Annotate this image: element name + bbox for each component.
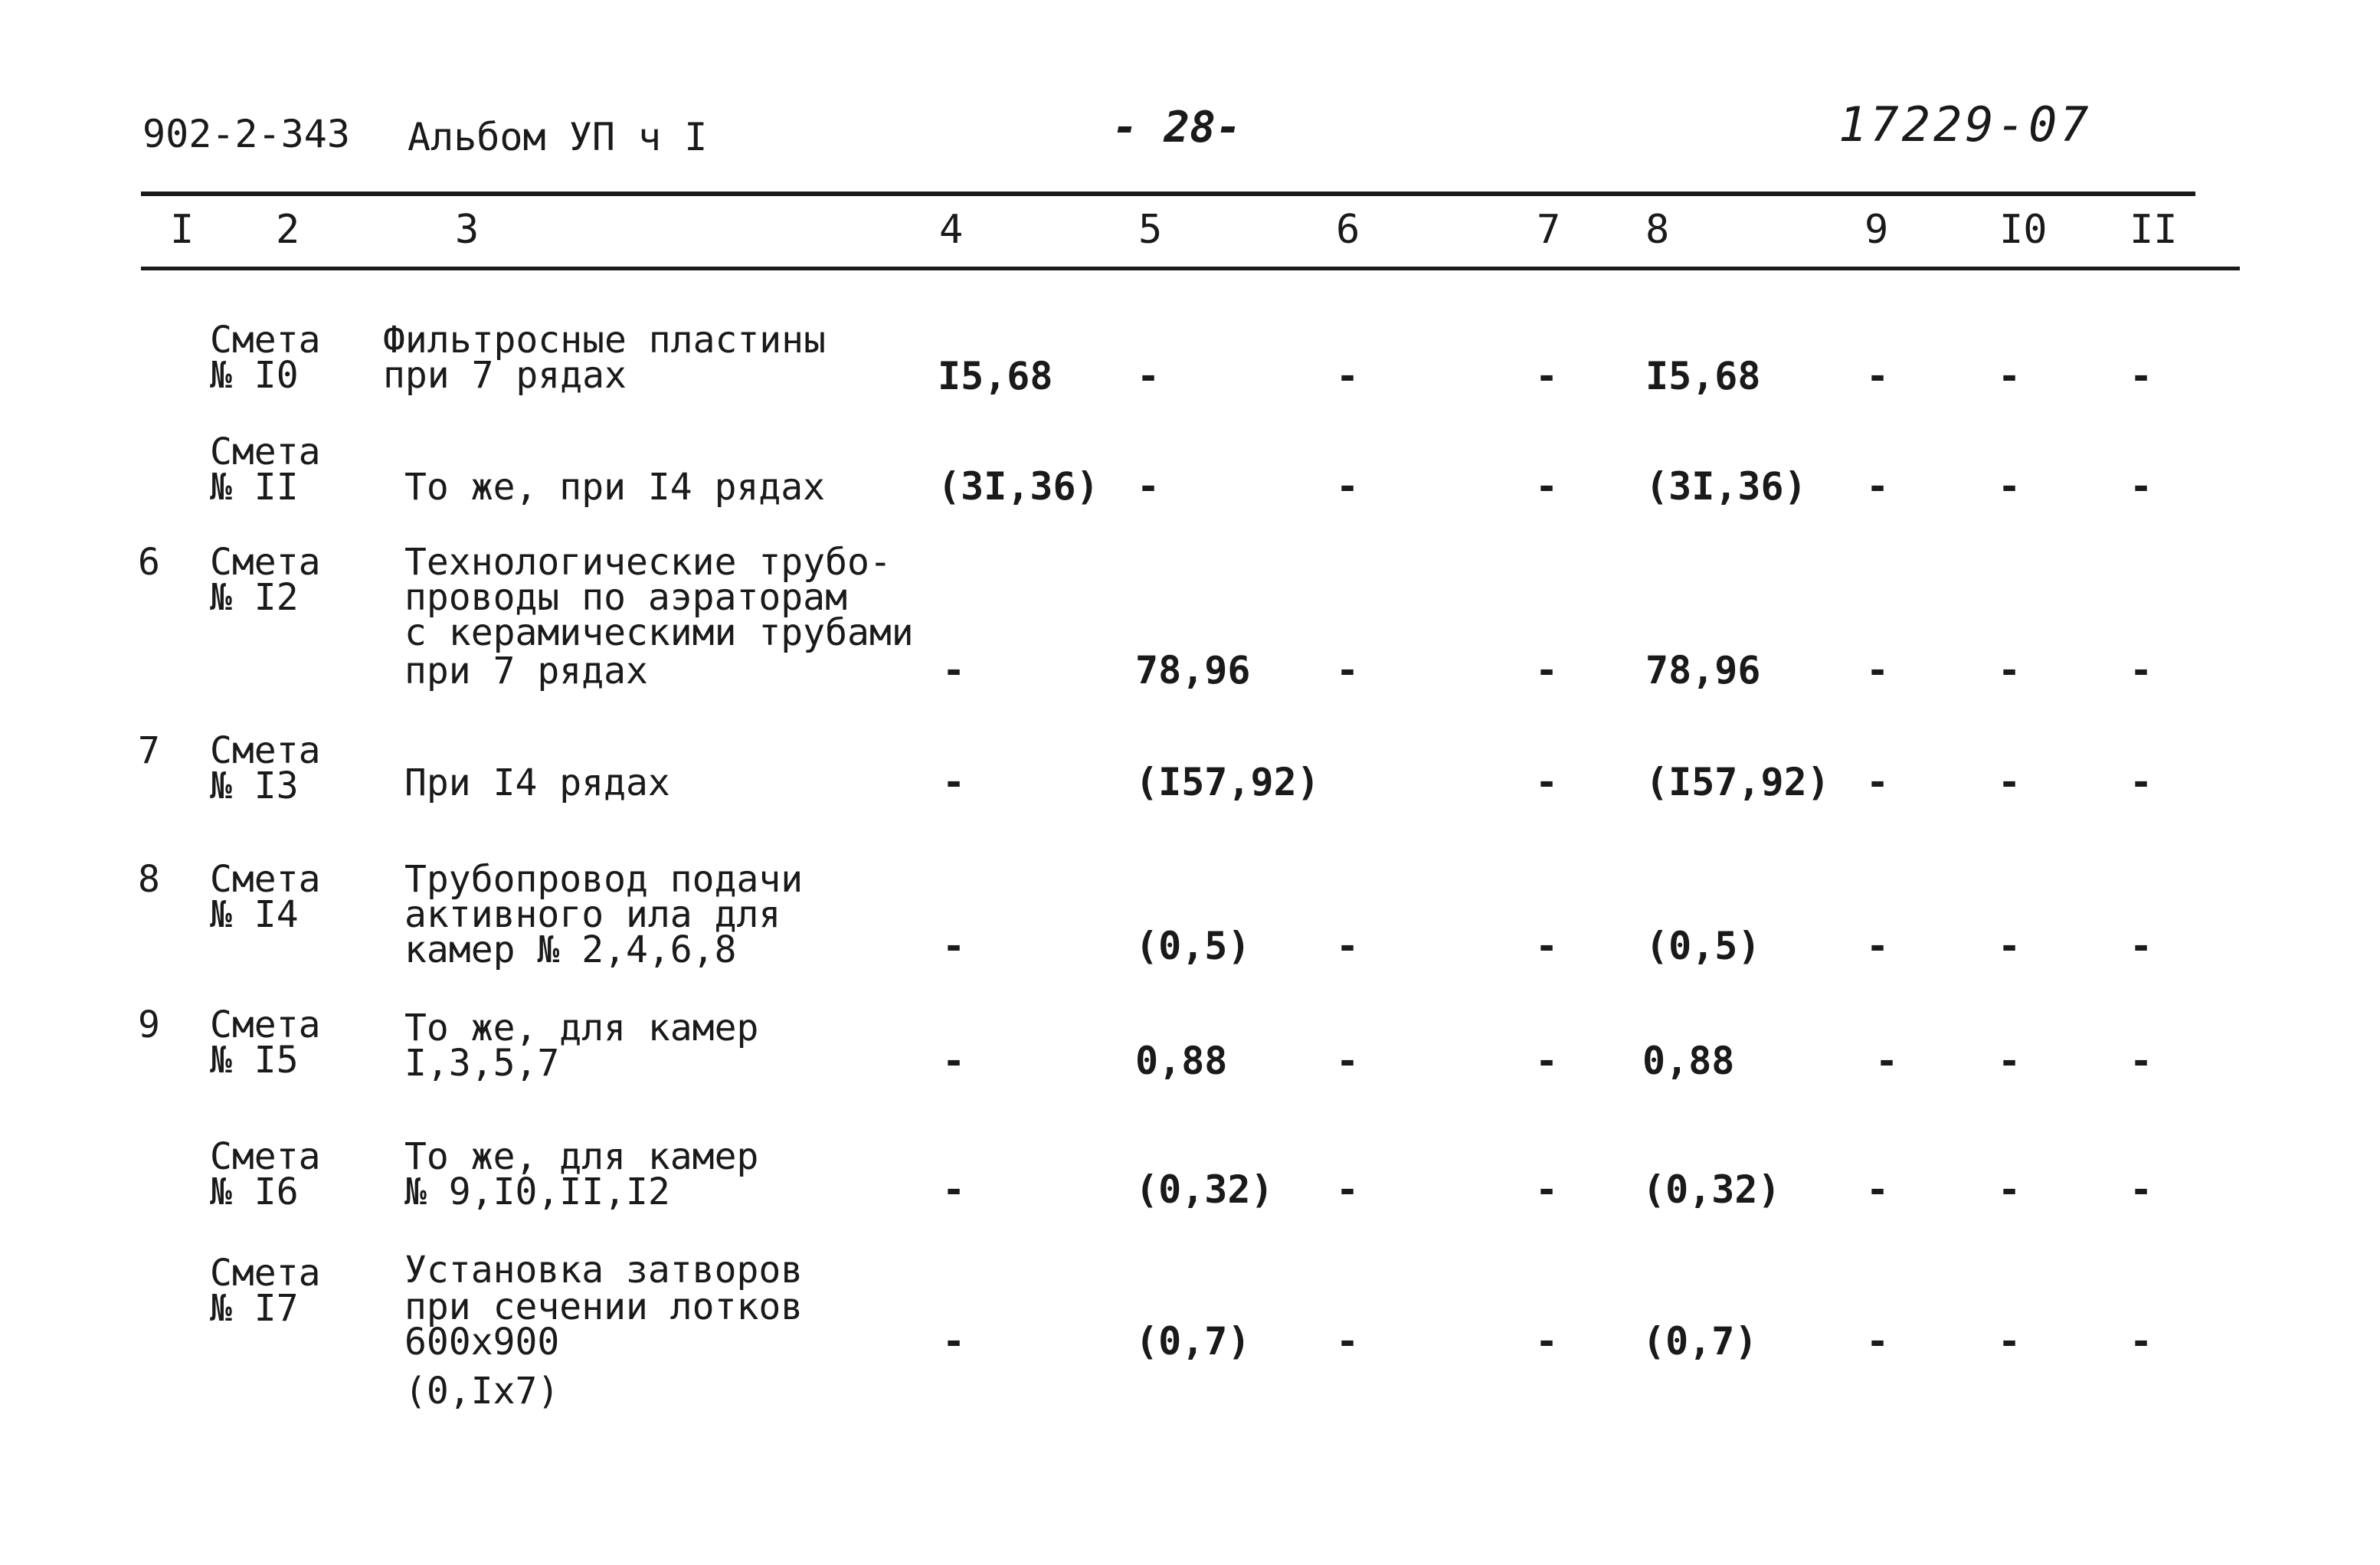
table-header-rule: [141, 267, 2240, 270]
cell-col6: -: [1336, 464, 1360, 509]
description-line: активного ила для: [404, 893, 781, 936]
table-top-rule: [141, 192, 2195, 196]
description-line: То же, для камер: [404, 1135, 759, 1178]
cell-col9: -: [1866, 354, 1890, 398]
cell-col8: (0,7): [1642, 1319, 1758, 1364]
cell-col10: -: [1998, 1319, 2022, 1364]
description-line: проводы по аэраторам: [404, 576, 847, 619]
cell-col11: -: [2130, 924, 2153, 968]
estimate-label: Смета: [210, 858, 321, 901]
description-line: камер № 2,4,6,8: [404, 928, 737, 971]
album-label: Альбом УП ч I: [408, 115, 708, 159]
cell-col8: (I57,92): [1645, 760, 1830, 804]
description-line: То же, при I4 рядах: [404, 466, 826, 509]
description-line: То же, для камер: [404, 1007, 759, 1049]
cell-col7: -: [1535, 760, 1559, 804]
column-header: I: [170, 207, 195, 253]
cell-col5: -: [1137, 464, 1161, 509]
estimate-label: Смета: [210, 729, 321, 772]
cell-col11: -: [2130, 1039, 2153, 1083]
cell-col6: -: [1336, 648, 1360, 692]
row-number: 7: [138, 729, 160, 772]
cell-col11: -: [2130, 354, 2153, 398]
description-line: (0,Ix7): [404, 1370, 560, 1413]
cell-col10: -: [1998, 354, 2022, 398]
cell-col6: -: [1336, 1319, 1360, 1364]
description-line: Технологические трубо-: [404, 541, 892, 584]
cell-col7: -: [1535, 464, 1559, 509]
estimate-number: № I0: [210, 354, 299, 397]
cell-col11: -: [2130, 1167, 2153, 1212]
cell-col10: -: [1998, 760, 2022, 804]
description-line: при 7 рядах: [383, 354, 627, 397]
cell-col5: (0,7): [1135, 1319, 1251, 1364]
row-number: 6: [138, 541, 160, 584]
estimate-number: № II: [210, 466, 299, 509]
cell-col5: -: [1137, 354, 1161, 398]
cell-col10: -: [1998, 1167, 2022, 1212]
page-number: - 28-: [1112, 103, 1242, 152]
cell-col7: -: [1535, 1039, 1559, 1083]
cell-col7: -: [1535, 1167, 1559, 1212]
cell-col7: -: [1535, 648, 1559, 692]
cell-col7: -: [1535, 354, 1559, 398]
column-header: 7: [1537, 207, 1561, 253]
cell-col10: -: [1998, 648, 2022, 692]
row-number: 8: [138, 858, 160, 901]
column-header: 5: [1138, 207, 1163, 253]
cell-col4: -: [942, 760, 966, 804]
column-header: 6: [1336, 207, 1360, 253]
cell-col8: (0,5): [1645, 924, 1761, 968]
cell-col8: 0,88: [1642, 1039, 1735, 1083]
cell-col5: (0,5): [1135, 924, 1251, 968]
cell-col11: -: [2130, 648, 2153, 692]
description-line: № 9,I0,II,I2: [404, 1170, 670, 1213]
column-header: 9: [1864, 207, 1889, 253]
cell-col4: -: [942, 1039, 966, 1083]
estimate-number: № I2: [210, 576, 299, 619]
estimate-label: Смета: [210, 319, 321, 362]
document-code: 17229-07: [1838, 97, 2092, 152]
description-line: при сечении лотков: [404, 1285, 804, 1328]
cell-col5: 0,88: [1135, 1039, 1228, 1083]
estimate-number: № I7: [210, 1287, 299, 1330]
cell-col9: -: [1866, 924, 1890, 968]
cell-col8: (3I,36): [1645, 464, 1807, 509]
cell-col5: (0,32): [1135, 1167, 1274, 1212]
description-line: I,3,5,7: [404, 1042, 560, 1085]
cell-col11: -: [2130, 1319, 2153, 1364]
estimate-number: № I3: [210, 764, 299, 807]
cell-col6: -: [1336, 924, 1360, 968]
cell-col10: -: [1998, 464, 2022, 509]
cell-col8: (0,32): [1642, 1167, 1781, 1212]
cell-col4: -: [942, 924, 966, 968]
cell-col6: -: [1336, 1167, 1360, 1212]
description-line: с керамическими трубами: [404, 611, 914, 654]
column-header: I0: [1999, 207, 2048, 253]
cell-col11: -: [2130, 464, 2153, 509]
description-line: Установка затворов: [404, 1249, 804, 1292]
estimate-label: Смета: [210, 431, 321, 473]
column-header: 4: [939, 207, 964, 253]
description-line: Трубопровод подачи: [404, 858, 804, 901]
estimate-label: Смета: [210, 1135, 321, 1178]
estimate-number: № I5: [210, 1039, 299, 1082]
cell-col4: (3I,36): [938, 464, 1099, 509]
description-line: Фильтросные пластины: [383, 319, 826, 362]
cell-col6: -: [1336, 354, 1360, 398]
cell-col4: I5,68: [938, 354, 1053, 398]
cell-col10: -: [1998, 924, 2022, 968]
cell-col9: -: [1866, 1167, 1890, 1212]
description-line: 600x900: [404, 1321, 560, 1364]
cell-col5: 78,96: [1135, 648, 1251, 692]
cell-col9: -: [1866, 648, 1890, 692]
cell-col4: -: [942, 1319, 966, 1364]
cell-col7: -: [1535, 924, 1559, 968]
cell-col7: -: [1535, 1319, 1559, 1364]
description-line: при 7 рядах: [404, 650, 648, 692]
cell-col5: (I57,92): [1135, 760, 1320, 804]
row-number: 9: [138, 1003, 160, 1046]
cell-col4: -: [942, 1167, 966, 1212]
estimate-number: № I6: [210, 1170, 299, 1213]
cell-col4: -: [942, 648, 966, 692]
cell-col10: -: [1998, 1039, 2022, 1083]
document-number: 902-2-343: [142, 112, 350, 156]
column-header: 8: [1645, 207, 1670, 253]
cell-col9: -: [1875, 1039, 1899, 1083]
estimate-number: № I4: [210, 893, 299, 936]
cell-col6: -: [1336, 1039, 1360, 1083]
cell-col11: -: [2130, 760, 2153, 804]
column-header: 2: [276, 207, 300, 253]
estimate-label: Смета: [210, 541, 321, 584]
cell-col8: I5,68: [1645, 354, 1761, 398]
description-line: При I4 рядах: [404, 761, 670, 804]
column-header: 3: [455, 207, 480, 253]
cell-col9: -: [1866, 1319, 1890, 1364]
cell-col9: -: [1866, 464, 1890, 509]
cell-col8: 78,96: [1645, 648, 1761, 692]
column-header: II: [2130, 207, 2178, 253]
cell-col9: -: [1866, 760, 1890, 804]
estimate-label: Смета: [210, 1003, 321, 1046]
estimate-label: Смета: [210, 1252, 321, 1295]
